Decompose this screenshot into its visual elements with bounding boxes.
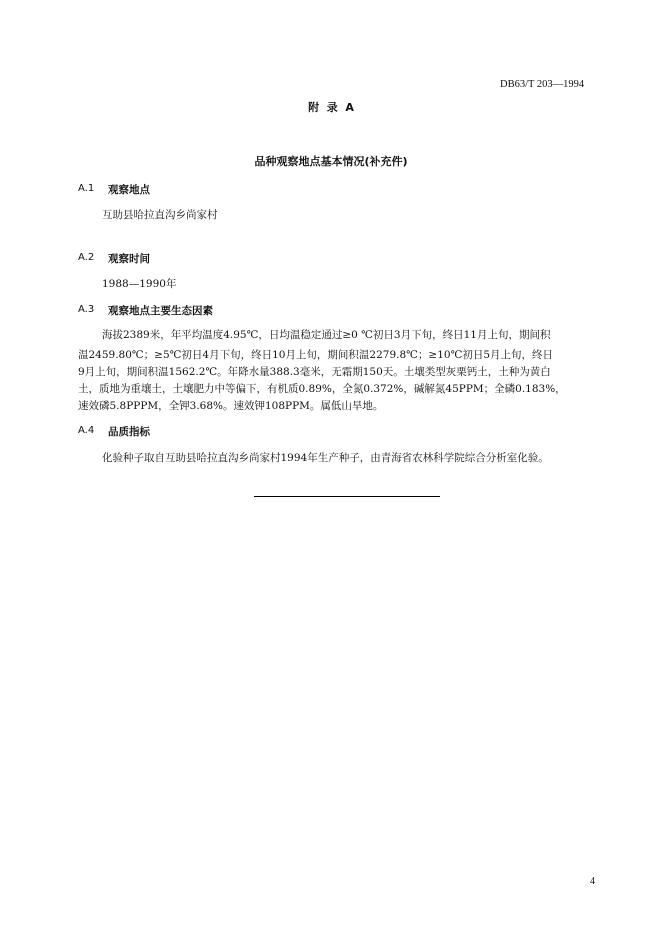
section-heading: 品质指标	[108, 426, 150, 438]
section-text-line: 海拔2389米，年平均温度4.95℃，日均温稳定通过≥0 ℃初日3月下旬，终日11月上旬，期间积	[102, 329, 551, 341]
standard-code: DB63/T 203—1994	[500, 79, 585, 90]
section-number: A.1	[78, 183, 95, 194]
section-text-line: 速效磷5.8PPPM，全钾3.68%。速效钾108PPM。属低山旱地。	[78, 400, 384, 412]
section-number: A.2	[78, 252, 95, 263]
page-number: 4	[590, 876, 595, 887]
section-text-line: 化验种子取自互助县哈拉直沟乡尚家村1994年生产种子，由青海省农林科学院综合分析室化验。	[102, 452, 549, 464]
end-rule	[254, 496, 440, 497]
appendix-label: 附 录 A	[308, 101, 354, 114]
section-text-line: 互助县哈拉直沟乡尚家村	[102, 209, 218, 221]
section-heading: 观察地点主要生态因素	[108, 305, 213, 317]
section-number: A.4	[78, 425, 95, 436]
section-text-line: 土，质地为重壤土，土壤肥力中等偏下，有机质0.89%，全氮0.372%，碱解氮45PPM；全磷0.183%，	[78, 383, 566, 395]
section-text-line: 1988—1990年	[102, 278, 177, 290]
section-heading: 观察时间	[108, 253, 150, 265]
section-number: A.3	[78, 304, 95, 315]
section-heading: 观察地点	[108, 184, 150, 196]
section-text-line: 温2459.80℃；≥5℃初日4月下旬，终日10月上旬，期间积温2279.8℃；≥10℃初日5月上旬，终日	[78, 349, 554, 361]
appendix-title: 品种观察地点基本情况(补充件)	[254, 155, 408, 168]
section-text-line: 9月上旬，期间积温1562.2℃。年降水量388.3毫米，无霜期150天。土壤类型灰栗钙土，土种为黄白	[78, 366, 551, 378]
